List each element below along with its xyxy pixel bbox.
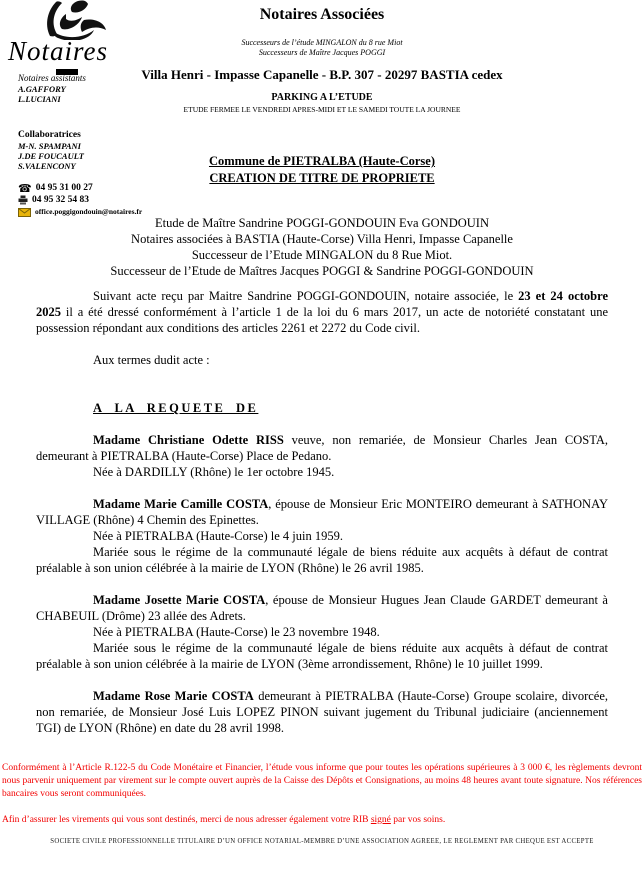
office-line: Successeur de l’Etude MINGALON du 8 Rue Miot. bbox=[191, 248, 453, 262]
office-line: Notaires associées à BASTIA (Haute-Corse) Villa Henri, Impasse Capanelle bbox=[131, 232, 513, 246]
footer-legal-line: SOCIETE CIVILE PROFESSIONNELLE TITULAIRE D’UN OFFICE NOTARIAL-MEMBRE D’UNE ASSOCIATION AGREEE, LE REGLEMENT PAR CHEQUE EST ACCEPTE bbox=[50, 838, 594, 845]
collaboratrice-name: M-N. SPAMPANI bbox=[18, 141, 81, 151]
document-subject bbox=[0, 153, 644, 187]
body-paragraph: Madame Marie Camille COSTA, épouse de Monsieur Eric MONTEIRO demeurant à SATHONAY VILLAGE (Rhône) 4 Chemin des Epinettes. bbox=[36, 497, 608, 527]
collaboratrice-name: S.VALENCONY bbox=[18, 161, 76, 171]
fax-number: 04 95 32 54 83 bbox=[32, 195, 89, 205]
assistants-title: Notaires assistants bbox=[18, 73, 86, 83]
office-line: Successeur de l’Etude de Maîtres Jacques POGGI & Sandrine POGGI-GONDOUIN bbox=[110, 264, 534, 278]
parking-note: PARKING A L’ETUDE bbox=[271, 92, 373, 103]
logo-brand-text: Notaires bbox=[8, 36, 109, 66]
assistant-name: L.LUCIANI bbox=[18, 94, 61, 104]
collaboratrices-title: Collaboratrices bbox=[18, 130, 81, 140]
fax-row bbox=[18, 194, 188, 206]
office-address: Villa Henri - Impasse Capanelle - B.P. 307 - 20297 BASTIA cedex bbox=[141, 67, 503, 82]
contact-block bbox=[18, 182, 188, 218]
email-address: office.poggigondouin@notaires.fr bbox=[35, 207, 143, 216]
collaboratrice-name: J.DE FOUCAULT bbox=[18, 151, 84, 161]
body-paragraph: Née à PIETRALBA (Haute-Corse) le 4 juin 1959. bbox=[93, 529, 343, 543]
subtitle-line: Successeurs de Maître Jacques POGGI bbox=[258, 48, 386, 57]
paragraph-spacer bbox=[36, 336, 608, 352]
phone-icon: ☎ bbox=[18, 181, 32, 195]
subject-commune: Commune de PIETRALBA (Haute-Corse) bbox=[208, 154, 436, 168]
closed-note: ETUDE FERMEE LE VENDREDI APRES-MIDI ET LE SAMEDI TOUTE LA JOURNEE bbox=[183, 105, 461, 114]
footer bbox=[2, 762, 642, 845]
paragraph-spacer bbox=[36, 672, 608, 688]
subject-creation: CREATION DE TITRE DE PROPRIETE bbox=[209, 171, 435, 185]
footer-red-paragraph-2: Afin d’assurer les virements qui vous sont destinés, merci de nous adresser également votre RIB signé par vos soins. bbox=[2, 815, 446, 825]
office-block bbox=[0, 215, 644, 279]
body-paragraph: Madame Josette Marie COSTA, épouse de Monsieur Hugues Jean Claude GARDET demeurant à CHABEUIL (Drôme) 23 allée des Adrets. bbox=[36, 593, 608, 623]
body-paragraphs bbox=[36, 288, 608, 736]
fax-icon bbox=[18, 195, 28, 205]
assistant-name: A.GAFFORY bbox=[18, 84, 66, 94]
body-paragraph: Mariée sous le régime de la communauté légale de biens réduite aux acquêts à défaut de contrat préalable à son union célébrée à la mairie de LYON (Rhône) le 26 avril 1985. bbox=[36, 545, 608, 575]
rib-signe-underline: signé bbox=[370, 815, 391, 825]
paragraph-spacer bbox=[36, 480, 608, 496]
body-paragraph: Aux termes dudit acte : bbox=[93, 353, 210, 367]
body-paragraph: Mariée sous le régime de la communauté légale de biens réduite aux acquêts à défaut de contrat préalable à son union célébrée à la mairie de LYON (3ème arrondissement, Rhône) le 10 juillet 1999. bbox=[36, 641, 608, 671]
paragraph-spacer bbox=[36, 576, 608, 592]
footer-red-paragraph-1: Conformément à l’Article R.122-5 du Code Monétaire et Financier, l’étude vous informe que pour toutes les opérations supérieures à 3 000 €, les règlements devront nous parvenir uniquement par virement sur le compte ouvert auprès de la Caisse des Dépôts et Consignations, au moins 48 heures avant toute signature. Nos références bancaires vous seront communiquées. bbox=[2, 763, 642, 799]
phone-number: 04 95 31 00 27 bbox=[35, 183, 93, 193]
body-paragraph: Madame Christiane Odette RISS veuve, non remariée, de Monsieur Charles Jean COSTA, demeurant à PIETRALBA (Haute-Corse) Place de Pedano. bbox=[36, 433, 608, 463]
office-line: Etude de Maître Sandrine POGGI-GONDOUIN Eva GONDOUIN bbox=[155, 216, 489, 230]
paragraph-spacer bbox=[36, 416, 608, 432]
office-subtitle bbox=[0, 38, 644, 58]
paragraph-spacer bbox=[36, 368, 608, 384]
paragraph-spacer bbox=[36, 384, 608, 400]
subtitle-line: Successeurs de l’étude MINGALON du 8 rue Miot bbox=[241, 38, 403, 47]
office-title: Notaires Associées bbox=[259, 6, 385, 23]
body-paragraph: A LA REQUETE DE bbox=[93, 401, 259, 415]
body-paragraph: Madame Rose Marie COSTA demeurant à PIETRALBA (Haute-Corse) Groupe scolaire, divorcée, non remariée, de Monsieur José Luis LOPEZ PINON suivant jugement du Tribunal judiciaire (anciennement TGI) de LYON (Rhône) en date du 28 avril 1998. bbox=[36, 689, 608, 735]
body-paragraph: Née à PIETRALBA (Haute-Corse) le 23 novembre 1948. bbox=[93, 625, 380, 639]
body-paragraph: Née à DARDILLY (Rhône) le 1er octobre 1945. bbox=[93, 465, 335, 479]
body-paragraph: Suivant acte reçu par Maitre Sandrine POGGI-GONDOUIN, notaire associée, le 23 et 24 octobre 2025 il a été dressé conformément à l’article 1 de la loi du 6 mars 2017, un acte de notoriété constatant une possession répondant aux conditions des articles 2261 et 2272 du Code civil. bbox=[36, 289, 608, 335]
